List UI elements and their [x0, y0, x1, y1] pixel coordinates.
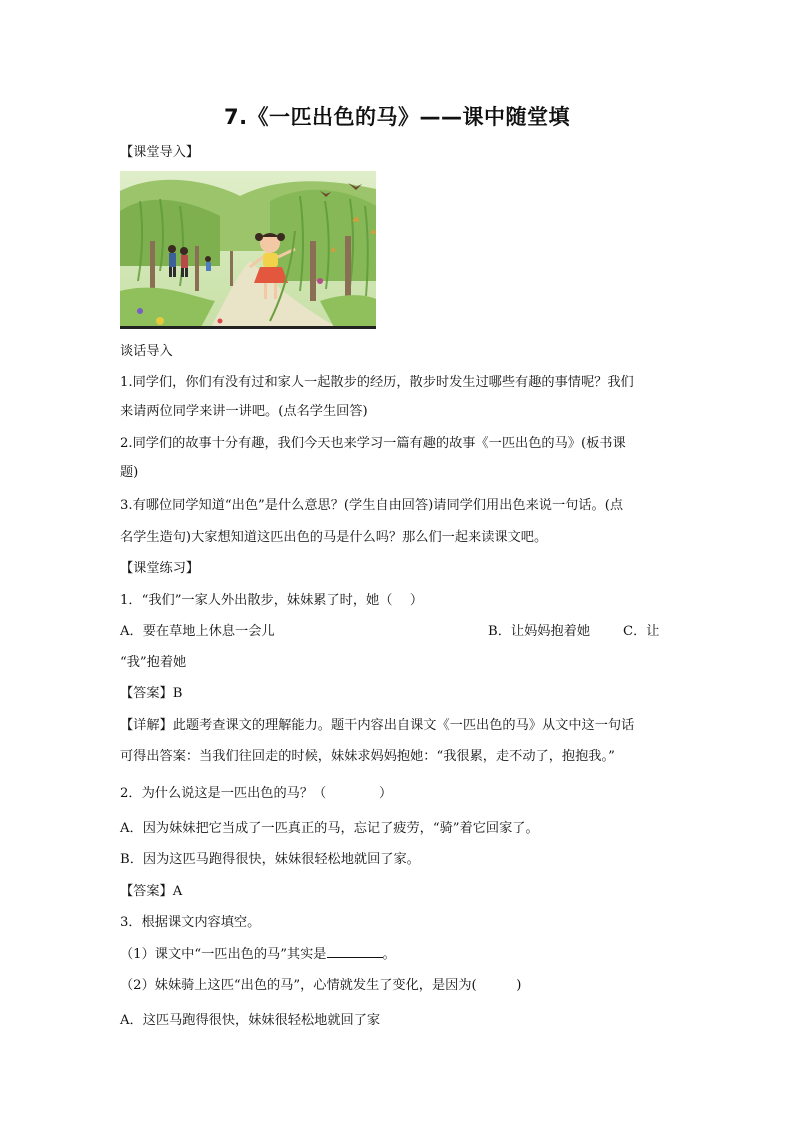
question-1-answer: 【答案】B — [120, 686, 183, 701]
question-2-option-b: B．因为这匹马跑得很快，妹妹很轻松地就回了家。 — [120, 852, 420, 867]
question-1-detail-line-1: 【详解】此题考查课文的理解能力。题干内容出自课文《一匹出色的马》从文中这一句话 — [120, 718, 635, 733]
question-3-stem: 3．根据课文内容填空。 — [120, 915, 261, 930]
question-3-sub-1 — [120, 944, 396, 965]
question-3-sub-1-prefix: （1）课文中“一匹出色的马”其实是 — [120, 947, 327, 962]
question-3-sub-2: （2）妹妹骑上这匹“出色的马”，心情就发生了变化，是因为( ) — [120, 978, 522, 993]
question-1-options-row — [120, 622, 680, 642]
question-2-answer: 【答案】A — [120, 884, 183, 899]
question-1-option-b: B．让妈妈抱着她 — [488, 624, 591, 639]
illustration-girl-willow-path — [120, 171, 376, 329]
question-2-stem: 2．为什么说这是一匹出色的马？（ ） — [120, 786, 393, 801]
question-1-option-c-continued: “我”抱着她 — [120, 655, 187, 670]
intro-paragraph-2-line-1: 2.同学们的故事十分有趣，我们今天也来学习一篇有趣的故事《一匹出色的马》(板书课 — [120, 436, 626, 451]
intro-paragraph-1-line-2: 来请两位同学来讲一讲吧。(点名学生回答) — [120, 404, 368, 419]
question-3-sub-1-suffix: 。 — [382, 947, 396, 962]
question-1-stem: 1．“我们”一家人外出散步，妹妹累了时，她（ ） — [120, 593, 424, 608]
answer-blank[interactable] — [327, 944, 383, 958]
section-heading-practice: 【课堂练习】 — [120, 561, 200, 576]
intro-paragraph-1-line-1: 1.同学们，你们有没有过和家人一起散步的经历，散步时发生过哪些有趣的事情呢？我们 — [120, 375, 634, 390]
question-3-option-a: A．这匹马跑得很快，妹妹很轻松地就回了家 — [120, 1013, 381, 1028]
page-title: 7.《一匹出色的马》——课中随堂填 — [223, 105, 571, 129]
question-1-detail-line-2: 可得出答案：当我们往回走的时候，妹妹求妈妈抱她：“我很累，走不动了，抱抱我。” — [120, 749, 615, 764]
intro-paragraph-3-line-2: 名学生造句)大家想知道这匹出色的马是什么吗？那么们一起来读课文吧。 — [120, 530, 548, 545]
question-1-option-a: A．要在草地上休息一会儿 — [120, 624, 275, 639]
intro-paragraph-3-line-1: 3.有哪位同学知道“出色”是什么意思？(学生自由回答)请同学们用出色来说一句话。(点 — [120, 498, 624, 513]
intro-paragraph-2-line-2: 题) — [120, 465, 139, 480]
talk-intro-heading: 谈话导入 — [120, 344, 173, 359]
question-1-option-c: C．让 — [623, 624, 660, 639]
section-heading-intro: 【课堂导入】 — [120, 145, 200, 160]
question-2-option-a: A．因为妹妹把它当成了一匹真正的马，忘记了疲劳，“骑”着它回家了。 — [120, 821, 539, 836]
